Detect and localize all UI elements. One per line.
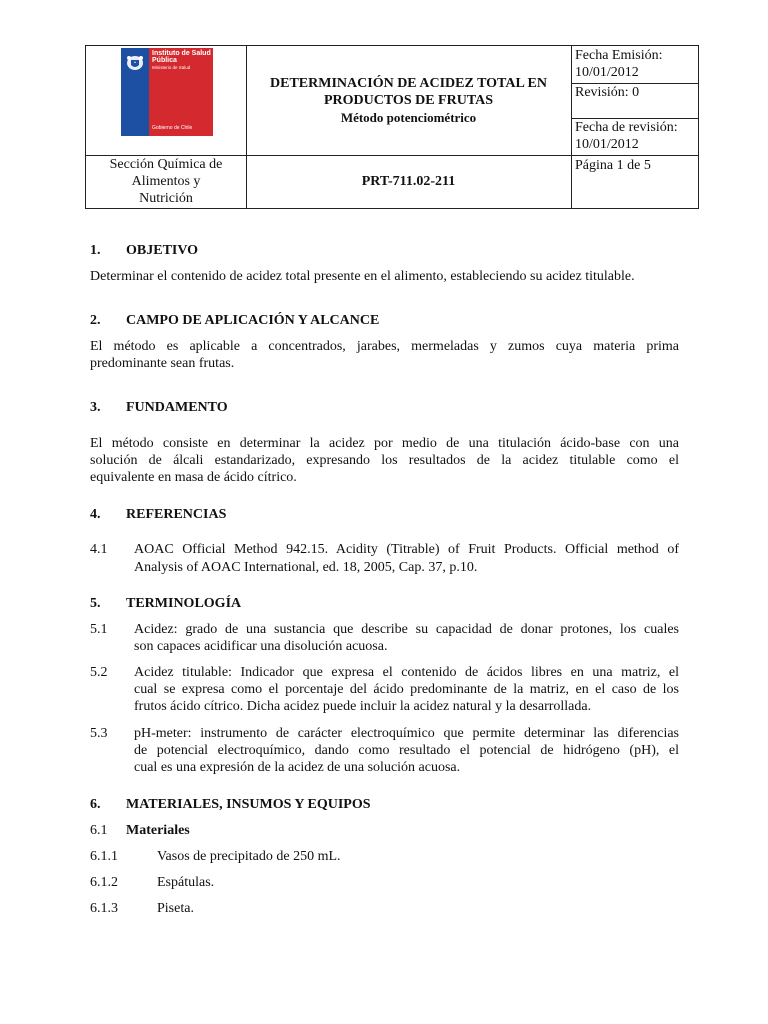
revision-cell — [575, 84, 700, 101]
revision-number: Revisión: 0 — [575, 85, 640, 100]
revision-date: 10/01/2012 — [575, 137, 639, 152]
logo-ministry: Ministerio de Salud — [152, 65, 191, 70]
logo-cell — [86, 46, 246, 155]
revision-date-cell — [575, 119, 700, 153]
document-subtitle: Método potenciométrico — [340, 110, 477, 125]
campo-text-line-2: predominante sean frutas. — [90, 356, 235, 371]
issue-date-cell — [575, 47, 700, 81]
fundamento-text-line-2: solución de álcali estandarizado, expresando los resultados de la acidez titulable como el — [90, 453, 679, 468]
objetivo-text: Determinar el contenido de acidez total presente en el alimento, estableciendo su acidez titulable. — [90, 269, 635, 284]
issue-date-label: Fecha Emisión: — [575, 48, 663, 63]
document-title-cell — [246, 46, 571, 155]
header-table — [85, 45, 699, 209]
section-line-2: Alimentos y — [131, 174, 201, 189]
isp-logo — [121, 48, 213, 136]
title-line-1: DETERMINACIÓN DE ACIDEZ TOTAL EN — [270, 76, 547, 91]
document-code: PRT-711.02-211 — [361, 174, 456, 189]
section-line-1: Sección Química de — [109, 157, 223, 172]
section-cell — [86, 155, 246, 210]
fundamento-text-line-3: equivalente en masa de ácido cítrico. — [90, 470, 297, 485]
revision-date-label: Fecha de revisión: — [575, 120, 678, 135]
title-line-2: PRODUCTOS DE FRUTAS — [323, 93, 494, 108]
document-page: Instituto de Salud Pública Ministerio de Salud Gobierno de Chile DETERMINACIÓN DE ACIDEZ TOTAL EN PRODUCTOS DE FRUTAS Método potenciométrico Fecha Emisión: 10/01/2012 Revisión: 0 Fecha de revisión: 10/01/2012 Sección Química de Alimentos y Nutrición PRT-711.02-211 Página 1 de 5 1. OBJETIVO Determinar el contenido de acidez total presente en el alimento, estableciendo su acidez titulable. 2. CAMPO DE APLICACIÓN Y ALCANCE El método es aplicable a concentrados, jarabes, mermeladas y zumos cuya materia prima predominante sean frutas. 3. FUNDAMENTO El método consiste en determinar la acidez por medio de una titulación ácido-base con una solución de álcali estandarizado, expresando los resultados de la acidez titulable como el equivalente en masa de ácido cítrico. 4. REFERENCIAS 4.1 AOAC Official Method 942.15. Acidity (Titrable) of Fruit Products. Official method of Analysis of AOAC International, ed. 18, 2005, Cap. 37, p.10. 5. TERMINOLOGÍA 5.1 Acidez: grado de una sustancia que describe su capacidad de donar protones, los cuales son capaces acidificar una disolución acuosa. 5.2 Acidez titulable: Indicador que expresa el contenido de ácidos libres en una matriz, el cual se expresa como el porcentaje del ácido predominante de la matriz, en el caso de los frutos ácido cítrico. Dicha acidez puede incluir la acidez natural y la desarrollada. 5.3 pH-meter: instrumento de carácter electroquímico que permite determinar las diferencias de potencial electroquímico, dando como resultado el potencial de hidrógeno (pH), el cual es una expresión de la acidez de una solución acuosa. 6. MATERIALES, INSUMOS Y EQUIPOS 6.1 Materiales 6.1.1 Vasos de precipitado de 250 mL. 6.1.2 Espátulas. 6.1.3 Piseta. — [0, 0, 768, 1024]
fundamento-text-line-1: El método consiste en determinar la acidez por medio de una titulación ácido-base con una — [90, 436, 679, 451]
logo-government: Gobierno de Chile — [152, 125, 193, 131]
section-line-3: Nutrición — [139, 191, 193, 206]
issue-date: 10/01/2012 — [575, 65, 639, 80]
page-number: Página 1 de 5 — [575, 158, 651, 173]
coat-of-arms-icon — [123, 52, 147, 72]
document-title — [246, 75, 571, 109]
logo-institution: Instituto de Salud Pública — [152, 50, 211, 64]
campo-text-line-1: El método es aplicable a concentrados, jarabes, mermeladas y zumos cuya materia prima — [90, 339, 679, 354]
